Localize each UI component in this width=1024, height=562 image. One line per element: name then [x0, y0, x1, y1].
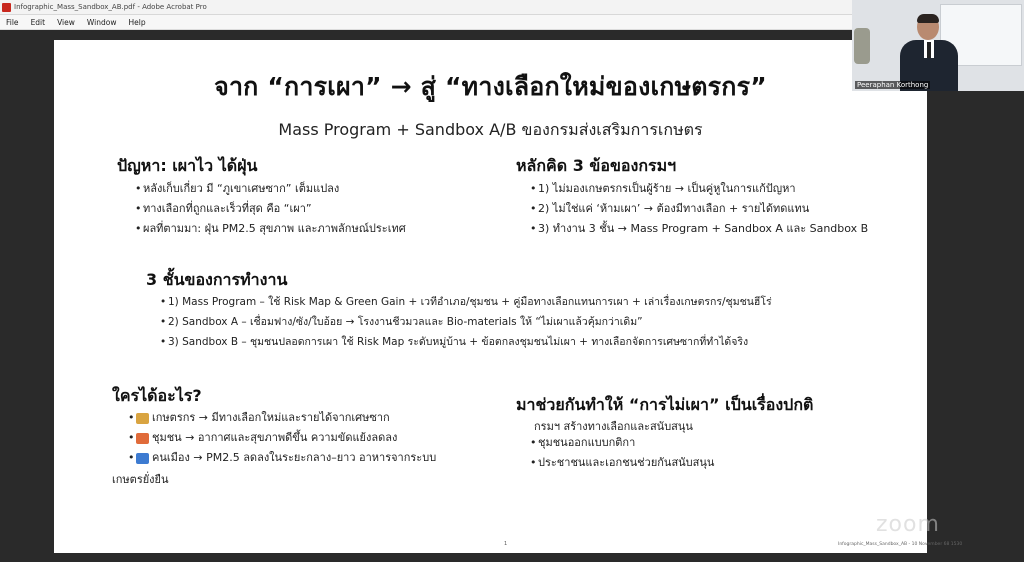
farmer-emoji-icon	[136, 413, 149, 424]
who-list	[128, 408, 436, 468]
community-emoji-icon	[136, 433, 149, 444]
list-item-text: ชุมชนออกแบบกติกา	[538, 436, 636, 449]
together-heading: มาช่วยกันทำให้ “การไม่เผา” เป็นเรื่องปกติ	[516, 395, 814, 414]
list-item	[128, 448, 436, 468]
bullet: •	[135, 182, 142, 195]
list-item-text: 1) Mass Program – ใช้ Risk Map & Green Gain + เวทีอำเภอ/ชุมชน + คู่มือทางเลือกแทนการเผา + เล่าเรื่องเกษตรกร/ชุมชนฮีโร่	[168, 296, 772, 308]
bullet: •	[128, 451, 135, 464]
bullet: •	[135, 202, 142, 215]
zoom-watermark: zoom	[876, 512, 940, 537]
webcam-person	[900, 14, 958, 91]
list-item-text: คนเมือง → PM2.5 ลดลงในระยะกลาง–ยาว อาหารจากระบบ	[152, 451, 437, 464]
problem-list	[135, 179, 406, 239]
menu-help[interactable]: Help	[128, 17, 146, 27]
list-item	[160, 292, 772, 312]
menu-file[interactable]: File	[6, 17, 19, 27]
list-item	[530, 179, 868, 199]
menu-window[interactable]: Window	[86, 17, 117, 27]
bullet: •	[135, 222, 142, 235]
webcam-video-tile[interactable]	[852, 0, 1024, 91]
list-item	[135, 199, 406, 219]
bullet: •	[530, 182, 537, 195]
slide-title: จาก “การเผา” → สู่ “ทางเลือกใหม่ของเกษตรกร”	[214, 72, 767, 101]
list-item-text: 3) ทำงาน 3 ชั้น → Mass Program + Sandbox A และ Sandbox B	[538, 222, 869, 235]
list-item-text: 1) ไม่มองเกษตรกรเป็นผู้ร้าย → เป็นคู่หูในการแก้ปัญหา	[538, 182, 796, 195]
bullet: •	[128, 411, 135, 424]
page-number: 1	[504, 541, 508, 547]
bullet: •	[160, 296, 167, 308]
list-item	[135, 179, 406, 199]
list-item-text: หลังเก็บเกี่ยว มี “ภูเขาเศษซาก” เต็มแปลง	[143, 182, 340, 195]
city-emoji-icon	[136, 453, 149, 464]
window-titlebar	[0, 0, 852, 15]
who-heading: ใครได้อะไร?	[112, 386, 202, 405]
list-item-text: ทางเลือกที่ถูกและเร็วที่สุด คือ “เผา”	[143, 202, 312, 215]
person-hair	[917, 14, 939, 23]
together-list	[530, 433, 714, 473]
list-item	[530, 453, 714, 473]
together-intro: กรมฯ สร้างทางเลือกและสนับสนุน	[534, 420, 693, 433]
list-item	[128, 408, 436, 428]
bullet: •	[530, 436, 537, 449]
footer-filename: Infographic_Mass_Sandbox_AB - 10 November 68 1530	[838, 542, 963, 547]
list-item-text: 2) ไม่ใช่แค่ ‘ห้ามเผา’ → ต้องมีทางเลือก + รายได้ทดแทน	[538, 202, 810, 215]
principles-heading: หลักคิด 3 ข้อของกรมฯ	[516, 156, 677, 175]
list-item	[160, 332, 772, 352]
list-item	[530, 219, 868, 239]
bullet: •	[160, 316, 167, 328]
bullet: •	[128, 431, 135, 444]
layers-heading: 3 ชั้นของการทำงาน	[146, 270, 288, 289]
list-item	[530, 199, 868, 219]
list-item	[135, 219, 406, 239]
list-item-text: 3) Sandbox B – ชุมชนปลอดการเผา ใช้ Risk Map ระดับหมู่บ้าน + ข้อตกลงชุมชนไม่เผา + ทางเลือกจัดการเศษซากที่ทำได้จริง	[168, 336, 749, 348]
participant-name: Peeraphan Korthong	[857, 81, 929, 89]
bullet: •	[530, 456, 537, 469]
list-item	[530, 433, 714, 453]
list-item-text: เกษตรกร → มีทางเลือกใหม่และรายได้จากเศษซาก	[152, 411, 390, 424]
problem-heading: ปัญหา: เผาไว ได้ฝุ่น	[117, 156, 258, 175]
list-item-text: ประชาชนและเอกชนช่วยกันสนับสนุน	[538, 456, 715, 469]
webcam-plant	[854, 28, 870, 64]
who-continuation: เกษตรยั่งยืน	[112, 473, 169, 486]
person-tie	[927, 42, 931, 58]
layers-list	[160, 292, 772, 352]
bullet: •	[530, 202, 537, 215]
list-item-text: ผลที่ตามมา: ฝุ่น PM2.5 สุขภาพ และภาพลักษณ์ประเทศ	[143, 222, 406, 235]
bullet: •	[160, 336, 167, 348]
list-item	[128, 428, 436, 448]
principles-list	[530, 179, 868, 239]
bullet: •	[530, 222, 537, 235]
list-item-text: 2) Sandbox A – เชื่อมฟาง/ซัง/ใบอ้อย → โรงงานชีวมวลและ Bio-materials ให้ “ไม่เผาแล้วคุ้มกว่าเดิม”	[168, 316, 643, 328]
menu-edit[interactable]: Edit	[30, 17, 46, 27]
menu-bar	[0, 15, 852, 30]
menu-view[interactable]: View	[57, 17, 75, 27]
window-title: Infographic_Mass_Sandbox_AB.pdf - Adobe Acrobat Pro	[14, 3, 207, 11]
list-item-text: ชุมชน → อากาศและสุขภาพดีขึ้น ความขัดแย้งลดลง	[152, 431, 398, 444]
acrobat-icon	[2, 3, 11, 12]
list-item	[160, 312, 772, 332]
slide-subtitle: Mass Program + Sandbox A/B ของกรมส่งเสริมการเกษตร	[278, 120, 703, 139]
